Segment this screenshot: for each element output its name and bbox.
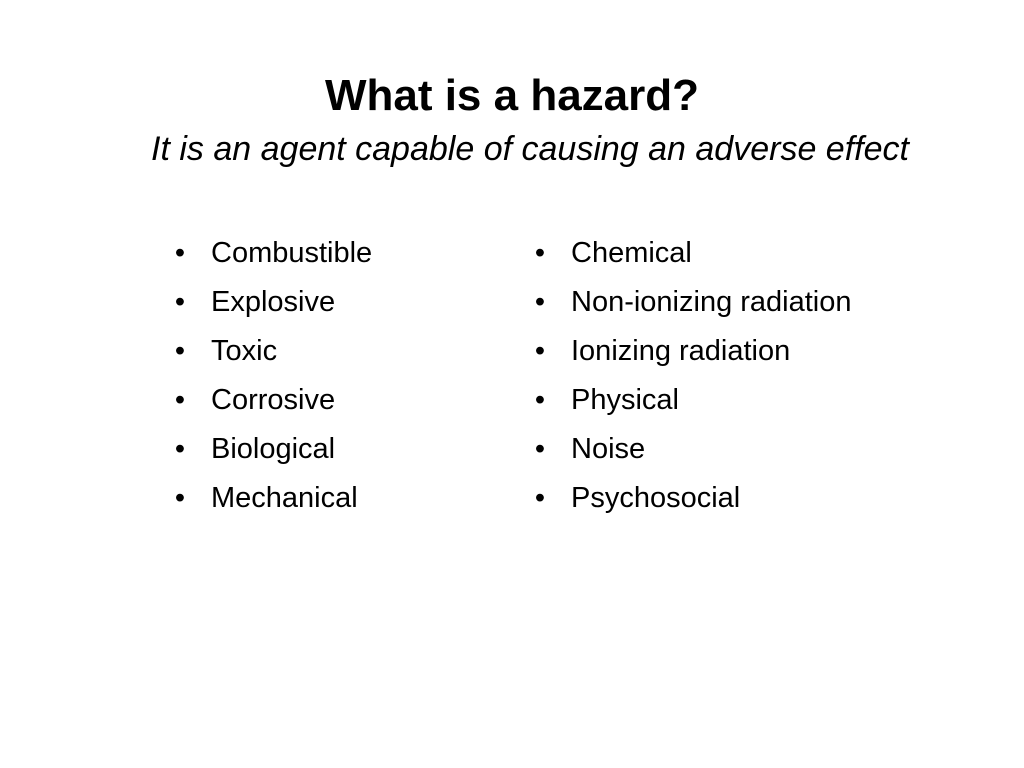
- list-item: [170, 376, 372, 425]
- list-item-label: Chemical: [571, 237, 692, 269]
- bullet-icon: •: [534, 433, 546, 465]
- list-item-label: Physical: [571, 384, 679, 416]
- list-item: [530, 327, 852, 376]
- list-item-label: Noise: [571, 433, 646, 465]
- list-item-label: Psychosocial: [571, 482, 741, 514]
- bullet-icon: •: [534, 286, 546, 318]
- hazard-list-right: [530, 229, 852, 523]
- bullet-icon: •: [534, 482, 546, 514]
- slide-subtitle: It is an agent capable of causing an adverse effect: [151, 130, 909, 168]
- hazard-list-left: [170, 229, 372, 523]
- list-item: [170, 229, 372, 278]
- slide-title: What is a hazard?: [324, 71, 700, 120]
- list-item: [170, 278, 372, 327]
- list-item-label: Combustible: [211, 237, 373, 269]
- bullet-icon: •: [174, 335, 186, 367]
- list-item: [530, 474, 852, 523]
- bullet-icon: •: [534, 237, 546, 269]
- list-item-label: Toxic: [211, 335, 278, 367]
- bullet-icon: •: [174, 433, 186, 465]
- list-item: [170, 327, 372, 376]
- list-item: [530, 425, 852, 474]
- bullet-icon: •: [174, 237, 186, 269]
- list-item-label: Ionizing radiation: [571, 335, 791, 367]
- bullet-icon: •: [174, 384, 186, 416]
- list-item: [530, 229, 852, 278]
- bullet-icon: •: [174, 482, 186, 514]
- bullet-icon: •: [534, 335, 546, 367]
- list-item: [530, 376, 852, 425]
- bullet-icon: •: [534, 384, 546, 416]
- list-item: [530, 278, 852, 327]
- bullet-icon: •: [174, 286, 186, 318]
- list-item: [170, 474, 372, 523]
- list-item-label: Mechanical: [211, 482, 358, 514]
- list-item-label: Non-ionizing radiation: [571, 286, 852, 318]
- list-item-label: Biological: [211, 433, 336, 465]
- list-item: [170, 425, 372, 474]
- list-item-label: Explosive: [211, 286, 336, 318]
- list-item-label: Corrosive: [211, 384, 336, 416]
